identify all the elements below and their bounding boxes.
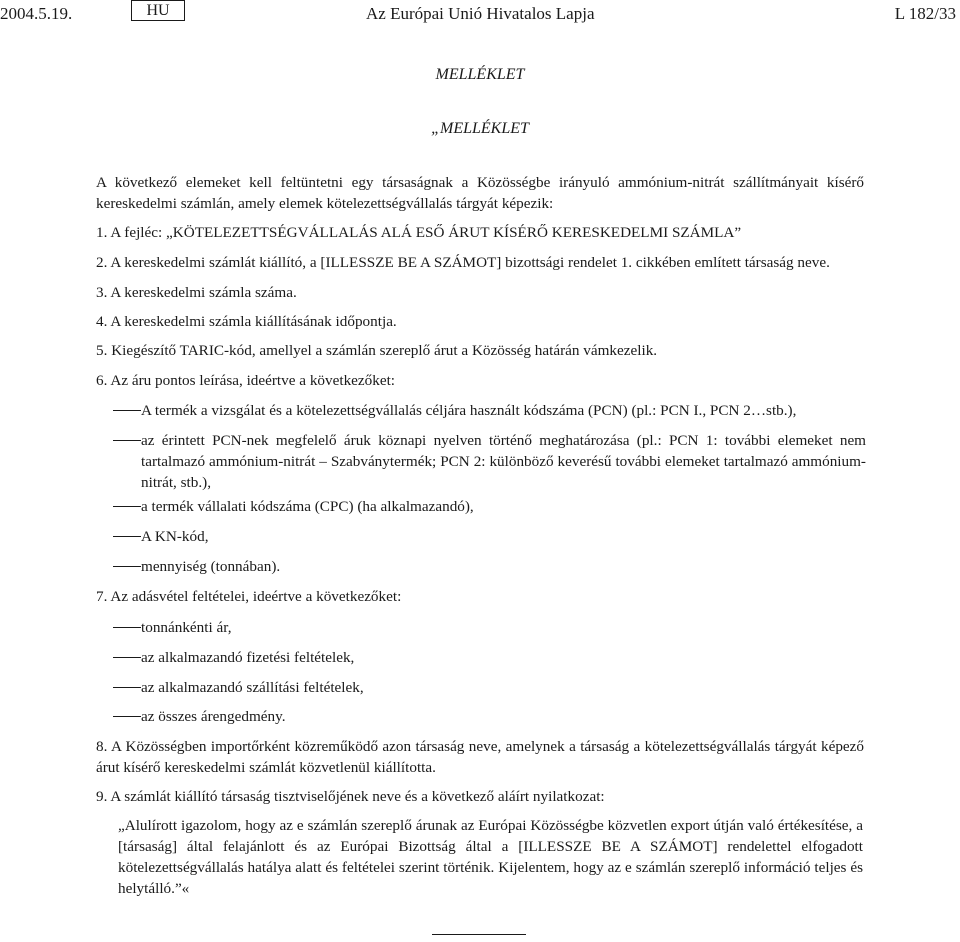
item7-dash-1: [113, 617, 866, 638]
item-number: 1.: [96, 224, 108, 241]
dash-mark: [113, 716, 141, 717]
item6-dash-1: [113, 400, 866, 421]
item6-dash-2: [113, 430, 866, 493]
signed-declaration: „Alulírott igazolom, hogy az e számlán szereplő árunak az Európai Közösségbe közvetlen export útján való értékesítése, a [társaság] által felajánlott és az Európai Bizottság által a [ILLESSZE BE A SZÁMOT] rendelettel elfogadott kötelezettségvállalás hatálya alatt és feltételei szerint történik. Kijelentem, hogy az e számlán szereplő információ teljes és helytálló.”«: [118, 817, 863, 897]
list-item-9: [96, 786, 866, 807]
item-text: Kiegészítő TARIC-kód, amellyel a számlán szereplő árut a Közösség határán vámkezelik.: [111, 342, 658, 359]
item6-dash-5: [113, 556, 866, 577]
annex-subtitle: „MELLÉKLET: [431, 120, 529, 137]
dash-text: a termék vállalati kódszáma (CPC) (ha alkalmazandó),: [141, 498, 474, 515]
page-header: [0, 0, 960, 30]
item-number: 3.: [96, 284, 108, 301]
language-badge: HU: [131, 0, 185, 21]
item-text: A Közösségben importőrként közreműködő azon társaság neve, amelynek a társaság a kötelezettségvállalás tárgyát képező árut kísérő kereskedelmi számlát közvetlenül kiállította.: [96, 738, 864, 776]
item6-dash-3: [113, 496, 866, 517]
dash-text: tonnánkénti ár,: [141, 619, 232, 636]
item-text: A kereskedelmi számla kiállításának időpontja.: [110, 313, 397, 330]
item-number: 6.: [96, 372, 108, 389]
dash-mark: [113, 536, 141, 537]
item-text: A kereskedelmi számla száma.: [110, 284, 297, 301]
item6-dash-4: [113, 526, 866, 547]
publication-date: 2004.5.19.: [0, 4, 73, 23]
annex-title: MELLÉKLET: [435, 66, 525, 83]
dash-mark: [113, 410, 141, 411]
list-item-5: [96, 340, 866, 361]
intro-paragraph: A következő elemeket kell feltüntetni egy társaságnak a Közösségbe irányuló ammónium-nitrát szállítmányait kísérő kereskedelmi számlán, amely elemek kötelezettségvállalás tárgyát képezik:: [96, 174, 864, 212]
list-item-4: [96, 311, 866, 332]
dash-text: mennyiség (tonnában).: [141, 558, 281, 575]
dash-text: az alkalmazandó szállítási feltételek,: [141, 679, 364, 696]
item-number: 9.: [96, 788, 108, 805]
item-number: 2.: [96, 254, 108, 271]
item-number: 7.: [96, 588, 108, 605]
dash-mark: [113, 657, 141, 658]
list-item-2: [96, 252, 866, 273]
dash-text: A KN-kód,: [141, 528, 209, 545]
list-item-7: [96, 586, 866, 607]
dash-mark: [113, 440, 141, 441]
item-number: 5.: [96, 342, 108, 359]
dash-text: az alkalmazandó fizetési feltételek,: [141, 649, 355, 666]
item-number: 8.: [96, 738, 108, 755]
page-number: L 182/33: [894, 4, 956, 23]
list-item-8: [96, 736, 864, 778]
item-text: A kereskedelmi számlát kiállító, a [ILLESSZE BE A SZÁMOT] bizottsági rendelet 1. cikkében említett társaság neve.: [110, 254, 830, 271]
item7-dash-4: [113, 706, 866, 727]
list-item-6: [96, 370, 866, 391]
journal-title: Az Európai Unió Hivatalos Lapja: [366, 4, 595, 23]
dash-text: A termék a vizsgálat és a kötelezettségvállalás céljára használt kódszáma (PCN) (pl.: PCN I., PCN 2…stb.),: [141, 402, 797, 419]
item-text: A fejléc: „KÖTELEZETTSÉGVÁLLALÁS ALÁ ESŐ ÁRUT KÍSÉRŐ KERESKEDELMI SZÁMLA”: [110, 224, 742, 241]
dash-text: az összes árengedmény.: [141, 708, 286, 725]
item7-dash-2: [113, 647, 866, 668]
dash-mark: [113, 687, 141, 688]
footer-rule: [432, 934, 526, 935]
item-text: Az adásvétel feltételei, ideértve a következőket:: [110, 588, 402, 605]
item-number: 4.: [96, 313, 108, 330]
list-item-3: [96, 282, 866, 303]
list-item-1: [96, 222, 866, 243]
dash-text: az érintett PCN-nek megfelelő áruk köznapi nyelven történő meghatározása (pl.: PCN 1: további elemeket nem tartalmazó ammónium-nitrát – Szabványtermék; PCN 2: különböző keverésű további elemeket tartalmazó ammónium-nitrát, stb.),: [141, 432, 866, 491]
item-text: A számlát kiállító társaság tisztviselőjének neve és a következő aláírt nyilatkozat:: [110, 788, 605, 805]
item7-dash-3: [113, 677, 866, 698]
dash-mark: [113, 566, 141, 567]
item-text: Az áru pontos leírása, ideértve a következőket:: [110, 372, 396, 389]
dash-mark: [113, 506, 141, 507]
dash-mark: [113, 627, 141, 628]
